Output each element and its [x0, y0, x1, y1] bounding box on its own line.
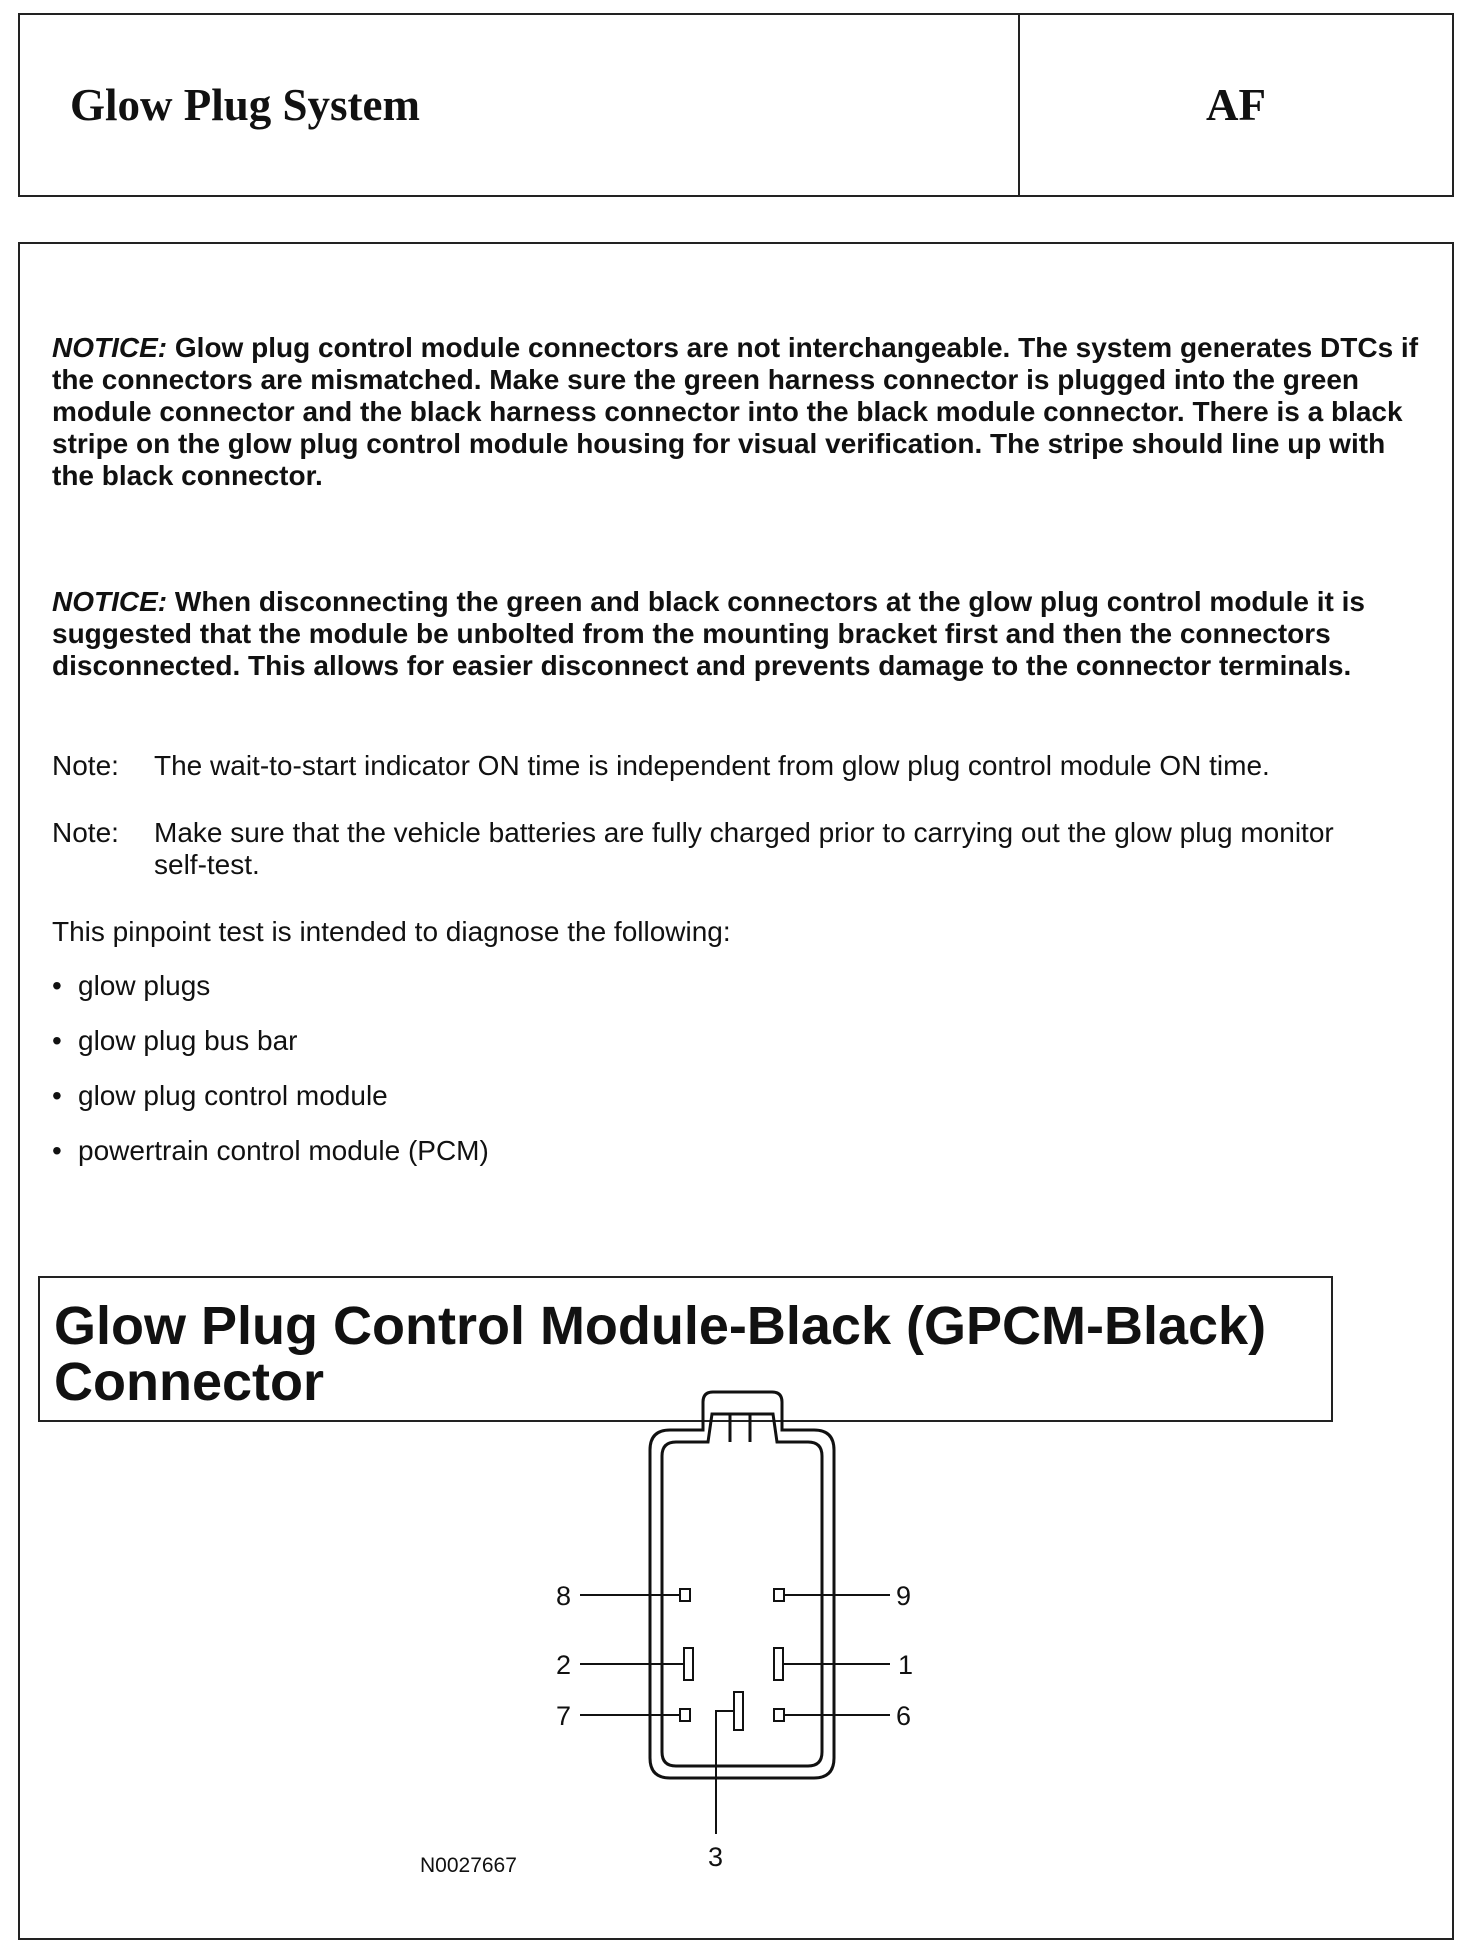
pin-3-terminal	[734, 1692, 743, 1730]
note-label: Note:	[52, 817, 119, 848]
section-heading-line1: Glow Plug Control Module-Black (GPCM-Black)	[54, 1296, 1267, 1356]
pin-6-label: 6	[896, 1701, 912, 1731]
header-code-cell	[1020, 15, 1452, 195]
pin-9-terminal	[774, 1589, 784, 1601]
note-label: Note:	[52, 750, 119, 781]
pin-8-terminal	[680, 1589, 690, 1601]
figure-id: N0027667	[420, 1854, 517, 1877]
notice-lead: NOTICE:	[52, 332, 168, 363]
bullet-icon: •	[52, 1025, 62, 1056]
pin-1-label: 1	[898, 1650, 914, 1680]
list-item-text: glow plug control module	[78, 1080, 388, 1111]
section-code: AF	[1206, 80, 1266, 130]
notice-text: When disconnecting the green and black connectors at the glow plug control module it is suggested that the module be unbolted from the mounting bracket first and then the connectors disconnected. This allows for easier disconnect and prevents damage to the connector terminals.	[52, 586, 1365, 681]
bullet-icon: •	[52, 970, 62, 1001]
pin-9-label: 9	[896, 1581, 912, 1611]
connector-diagram	[20, 244, 1452, 1938]
bullet-icon: •	[52, 1080, 62, 1111]
intro-text: This pinpoint test is intended to diagnose the following:	[52, 916, 731, 947]
notice-lead: NOTICE:	[52, 586, 168, 617]
note-text: Make sure that the vehicle batteries are fully charged prior to carrying out the glow plug monitor self-test.	[154, 817, 1334, 880]
pin-2-label: 2	[556, 1650, 572, 1680]
pin-6-terminal	[774, 1709, 784, 1721]
pin-1-terminal	[774, 1648, 783, 1680]
list-item-text: glow plugs	[78, 970, 211, 1001]
pin-8-label: 8	[556, 1581, 572, 1611]
page-title: Glow Plug System	[70, 80, 421, 130]
content-panel	[18, 242, 1454, 1940]
pin-7-terminal	[680, 1709, 690, 1721]
notice-text: Glow plug control module connectors are not interchangeable. The system generates DTCs if the connectors are mismatched. Make sure the green harness connector is plugged into the green module connector and the black harness connector into the black module connector. There is a black stripe on the glow plug control module housing for visual verification. The stripe should line up with the black connector.	[52, 332, 1419, 491]
pin-2-terminal	[684, 1648, 693, 1680]
header-title-cell	[20, 15, 1020, 195]
pin-3-leader	[716, 1711, 734, 1834]
list-item-text: glow plug bus bar	[78, 1025, 298, 1056]
list-item-text: powertrain control module (PCM)	[78, 1135, 489, 1166]
pin-7-label: 7	[556, 1701, 572, 1731]
bullet-icon: •	[52, 1135, 62, 1166]
pin-3-label: 3	[708, 1842, 724, 1872]
section-heading-line2: Connector	[54, 1352, 324, 1412]
note-text: The wait-to-start indicator ON time is independent from glow plug control module ON time.	[154, 750, 1270, 781]
page-header	[18, 13, 1454, 197]
